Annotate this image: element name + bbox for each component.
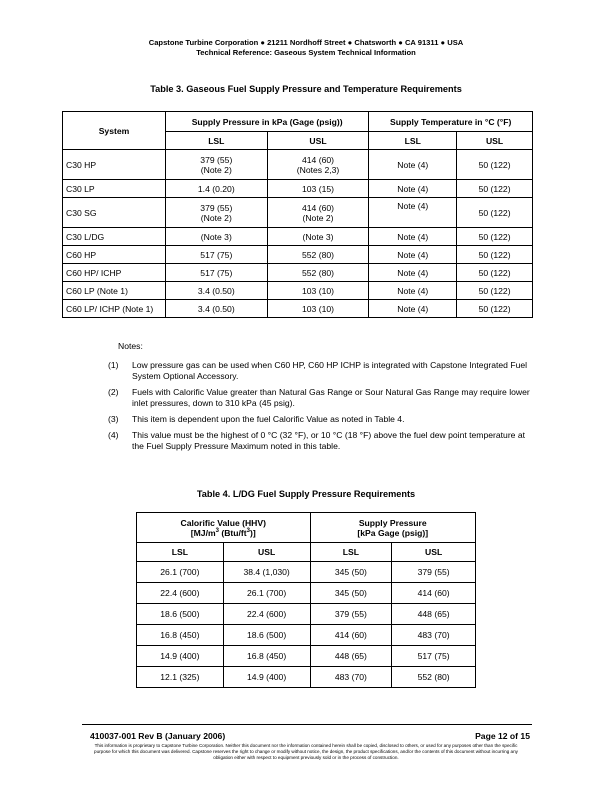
table3-cell-system: C30 HP (63, 150, 166, 180)
table-row (137, 604, 476, 625)
note-number: (1) (108, 360, 119, 370)
table4-subheader: USL (223, 543, 310, 562)
table4-cell: 448 (65) (392, 604, 476, 625)
header-reference-line: Technical Reference: Gaseous System Technical Information (196, 48, 416, 57)
table4-cell: 22.4 (600) (223, 604, 310, 625)
table3-cell: 552 (80) (267, 264, 369, 282)
table3-cell: 50 (122) (457, 228, 533, 246)
table3-cell: 414 (60) (Note 2) (267, 198, 369, 228)
table3-cell: 50 (122) (457, 150, 533, 180)
table4-cell: 483 (70) (392, 625, 476, 646)
table3-cell: 103 (10) (267, 282, 369, 300)
table3-header-pressure: Supply Pressure in kPa (Gage (psig)) (165, 112, 368, 132)
table3-cell: 50 (122) (457, 300, 533, 318)
table3-cell: 50 (122) (457, 198, 533, 228)
table-row (63, 150, 533, 180)
table-row (63, 300, 533, 318)
table4-cell: 22.4 (600) (137, 583, 224, 604)
table4-subheader: LSL (137, 543, 224, 562)
table3-header-system: System (63, 112, 166, 150)
table4-header-supply-pressure: Supply Pressure [kPa Gage (psig)] (310, 513, 476, 543)
note-text: This item is dependent upon the fuel Calorific Value as noted in Table 4. (132, 414, 405, 424)
table-row (63, 198, 533, 228)
table4-cell: 16.8 (450) (137, 625, 224, 646)
table4-cell: 483 (70) (310, 667, 392, 688)
table-row (137, 625, 476, 646)
table3-cell: 50 (122) (457, 180, 533, 198)
table4-cell: 18.6 (500) (137, 604, 224, 625)
table3-subheader: USL (267, 132, 369, 150)
table3-cell: 379 (55) (Note 2) (165, 198, 267, 228)
table-row (63, 246, 533, 264)
note-item (108, 387, 538, 409)
table3-cell: 3.4 (0.50) (165, 282, 267, 300)
note-text: Fuels with Calorific Value greater than Natural Gas Range or Sour Natural Gas Range may require lower inlet pressures, down to 310 kPa (45 psig). (132, 387, 530, 408)
table4-cell: 414 (60) (310, 625, 392, 646)
table3-cell: 1.4 (0.20) (165, 180, 267, 198)
table3-subheader: LSL (165, 132, 267, 150)
table4-title: Table 4. L/DG Fuel Supply Pressure Requirements (196, 489, 416, 499)
table3-cell: 517 (75) (165, 264, 267, 282)
table3-cell: (Note 3) (267, 228, 369, 246)
table4-cell: 379 (55) (310, 604, 392, 625)
table4-subheader: LSL (310, 543, 392, 562)
table4-cell: 379 (55) (392, 562, 476, 583)
table3-cell: 414 (60) (Notes 2,3) (267, 150, 369, 180)
note-text: This value must be the highest of 0 °C (32 °F), or 10 °C (18 °F) above the fuel dew point temperature at the Fuel Supply Pressure Maximum noted in this table. (132, 430, 526, 451)
table3-cell: 552 (80) (267, 246, 369, 264)
footer-page-number: Page 12 of 15 (475, 731, 530, 741)
notes-section (108, 341, 538, 457)
table3-cell: 103 (15) (267, 180, 369, 198)
table3-cell: 50 (122) (457, 282, 533, 300)
table4-cell: 26.1 (700) (223, 583, 310, 604)
note-number: (4) (108, 430, 119, 440)
footer-divider (82, 724, 532, 725)
table-row (137, 583, 476, 604)
table3-cell-system: C30 SG (63, 198, 166, 228)
table-row (63, 282, 533, 300)
table3-cell-system: C60 LP (Note 1) (63, 282, 166, 300)
note-number: (3) (108, 414, 119, 424)
table3-cell: Note (4) (369, 198, 457, 228)
table3-cell: (Note 3) (165, 228, 267, 246)
table4 (136, 512, 476, 688)
table3-cell: 50 (122) (457, 264, 533, 282)
table4-cell: 552 (80) (392, 667, 476, 688)
table3-cell: Note (4) (369, 282, 457, 300)
table3-cell: Note (4) (369, 150, 457, 180)
table3-subheader: LSL (369, 132, 457, 150)
table4-header-calorific: Calorific Value (HHV) [$MJ/m^3$ $(Btu/ft^3)$] (137, 513, 311, 543)
table4-cell: 16.8 (450) (223, 646, 310, 667)
note-number: (2) (108, 387, 119, 397)
table3-cell-system: C30 L/DG (63, 228, 166, 246)
table4-cell: 12.1 (325) (137, 667, 224, 688)
table-row (137, 562, 476, 583)
table3-cell: 517 (75) (165, 246, 267, 264)
table4-cell: 345 (50) (310, 562, 392, 583)
table3-cell: Note (4) (369, 264, 457, 282)
table-row (137, 667, 476, 688)
table3-cell: Note (4) (369, 228, 457, 246)
table3-cell: Note (4) (369, 300, 457, 318)
table4-cell: 14.9 (400) (223, 667, 310, 688)
note-item (108, 360, 538, 382)
table3-cell: 50 (122) (457, 246, 533, 264)
footer-document-number: 410037-001 Rev B (January 2006) (90, 731, 226, 741)
table4-cell: 414 (60) (392, 583, 476, 604)
note-text: Low pressure gas can be used when C60 HP, C60 HP ICHP is integrated with Capstone Integrated Fuel System Optional Accessory. (132, 360, 528, 381)
table3-cell: 379 (55) (Note 2) (165, 150, 267, 180)
header-company-line: Capstone Turbine Corporation ● 21211 Nordhoff Street ● Chatsworth ● CA 91311 ● USA (148, 38, 464, 47)
table4-cell: 345 (50) (310, 583, 392, 604)
table3-title: Table 3. Gaseous Fuel Supply Pressure and Temperature Requirements (150, 84, 462, 94)
table3-cell: Note (4) (369, 246, 457, 264)
table4-cell: 448 (65) (310, 646, 392, 667)
table-row (137, 646, 476, 667)
table4-cell: 517 (75) (392, 646, 476, 667)
table-row (63, 180, 533, 198)
notes-label: Notes: (118, 341, 143, 351)
table4-cell: 38.4 (1,030) (223, 562, 310, 583)
table4-cell: 18.6 (500) (223, 625, 310, 646)
table3-cell-system: C60 HP/ ICHP (63, 264, 166, 282)
table-row (63, 264, 533, 282)
table3-cell: 3.4 (0.50) (165, 300, 267, 318)
table3-cell: 103 (10) (267, 300, 369, 318)
table3 (62, 111, 533, 318)
table4-subheader: USL (392, 543, 476, 562)
note-item (108, 430, 538, 452)
table3-subheader: USL (457, 132, 533, 150)
footer-disclaimer: This information is proprietary to Capstone Turbine Corporation. Neither this document nor the information contained herein shall be copied, disclosed to others, or used for any purposes other than the specific purpose for which this document was delivered. Capstone reserves the right to change or modify without notice, the design, the product specifications, and/or the contents of this document without incurring any obligation either with respect to equipment previously sold or in the process of construction. (94, 743, 518, 760)
table3-header-temperature: Supply Temperature in °C (°F) (369, 112, 533, 132)
note-item (108, 414, 538, 425)
table4-cell: 14.9 (400) (137, 646, 224, 667)
table3-cell-system: C30 LP (63, 180, 166, 198)
table3-cell-system: C60 HP (63, 246, 166, 264)
table-row (63, 228, 533, 246)
table4-cell: 26.1 (700) (137, 562, 224, 583)
table3-cell: Note (4) (369, 180, 457, 198)
table3-cell-system: C60 LP/ ICHP (Note 1) (63, 300, 166, 318)
page-header (0, 38, 612, 58)
